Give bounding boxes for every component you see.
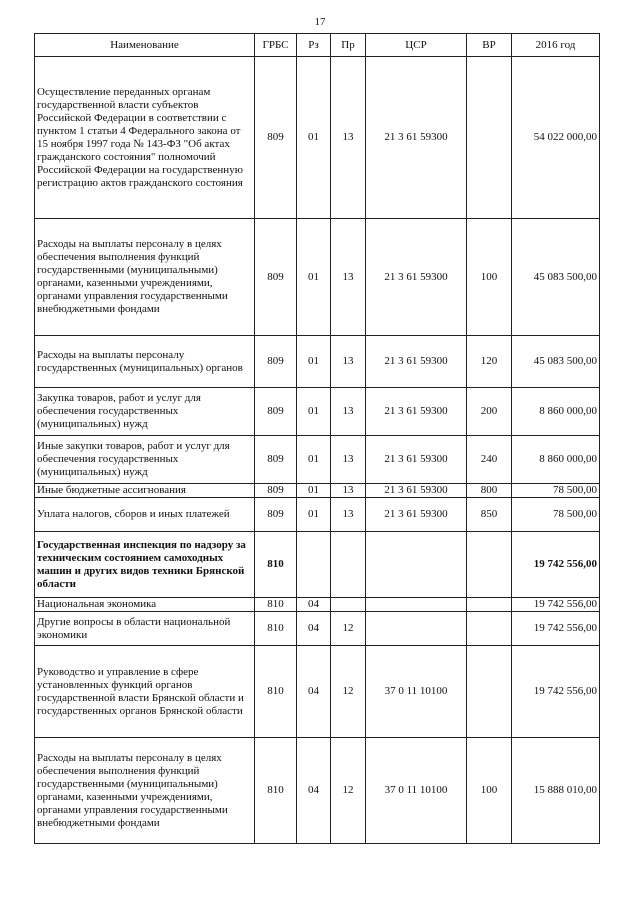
budget-table [34, 33, 600, 844]
table-row [35, 388, 600, 436]
table-row [35, 336, 600, 388]
row-rz: 01 [297, 498, 331, 532]
table-row [35, 436, 600, 484]
row-name: Национальная экономика [35, 598, 255, 612]
row-pr: 12 [331, 738, 366, 844]
table-row [35, 484, 600, 498]
table-row [35, 646, 600, 738]
row-grbs: 809 [255, 436, 297, 484]
row-name: Государственная инспекция по надзору за техническим состоянием самоходных машин и других видов техники Брянской области [35, 532, 255, 598]
row-grbs: 810 [255, 738, 297, 844]
row-pr: 12 [331, 612, 366, 646]
row-grbs: 809 [255, 57, 297, 219]
header-grbs: ГРБС [255, 34, 297, 57]
row-vr: 120 [467, 336, 512, 388]
row-vr: 100 [467, 219, 512, 336]
row-sum: 19 742 556,00 [512, 612, 600, 646]
row-vr: 200 [467, 388, 512, 436]
row-name: Иные закупки товаров, работ и услуг для обеспечения государственных (муниципальных) нужд [35, 436, 255, 484]
row-rz: 04 [297, 646, 331, 738]
table-row [35, 612, 600, 646]
row-sum: 8 860 000,00 [512, 388, 600, 436]
row-pr: 13 [331, 436, 366, 484]
row-csr: 21 3 61 59300 [366, 436, 467, 484]
table-row [35, 498, 600, 532]
row-csr: 21 3 61 59300 [366, 336, 467, 388]
row-rz: 01 [297, 219, 331, 336]
row-name: Расходы на выплаты персоналу в целях обеспечения выполнения функций государственными (муниципальными) органами, казенными учреждениями, органами управления государственными внебюджетными фондами [35, 738, 255, 844]
row-pr: 12 [331, 646, 366, 738]
row-sum: 45 083 500,00 [512, 336, 600, 388]
table-row-section [35, 532, 600, 598]
row-grbs: 810 [255, 532, 297, 598]
header-pr: Пр [331, 34, 366, 57]
row-sum: 54 022 000,00 [512, 57, 600, 219]
row-sum: 45 083 500,00 [512, 219, 600, 336]
row-pr: 13 [331, 388, 366, 436]
page-number: 17 [314, 16, 326, 28]
row-vr [467, 612, 512, 646]
table-header-row [35, 34, 600, 57]
header-year: 2016 год [512, 34, 600, 57]
row-grbs: 809 [255, 336, 297, 388]
row-sum: 19 742 556,00 [512, 598, 600, 612]
row-pr: 13 [331, 498, 366, 532]
row-rz: 04 [297, 612, 331, 646]
table-row [35, 57, 600, 219]
row-vr: 100 [467, 738, 512, 844]
row-rz: 01 [297, 436, 331, 484]
row-rz: 01 [297, 388, 331, 436]
row-vr: 850 [467, 498, 512, 532]
row-vr [467, 532, 512, 598]
row-grbs: 809 [255, 219, 297, 336]
row-grbs: 809 [255, 484, 297, 498]
row-name: Расходы на выплаты персоналу в целях обеспечения выполнения функций государственными (муниципальными) органами, казенными учреждениями, органами управления государственными внебюджетными фондами [35, 219, 255, 336]
row-pr: 13 [331, 219, 366, 336]
row-csr: 21 3 61 59300 [366, 388, 467, 436]
row-csr: 21 3 61 59300 [366, 219, 467, 336]
header-rz: Рз [297, 34, 331, 57]
row-csr: 21 3 61 59300 [366, 57, 467, 219]
row-name: Расходы на выплаты персоналу государственных (муниципальных) органов [35, 336, 255, 388]
row-pr: 13 [331, 484, 366, 498]
row-sum: 19 742 556,00 [512, 532, 600, 598]
header-vr: ВР [467, 34, 512, 57]
row-csr: 21 3 61 59300 [366, 484, 467, 498]
row-pr: 13 [331, 336, 366, 388]
table-row [35, 598, 600, 612]
row-rz: 04 [297, 738, 331, 844]
row-rz: 01 [297, 336, 331, 388]
table-row [35, 738, 600, 844]
header-name: Наименование [35, 34, 255, 57]
row-grbs: 810 [255, 598, 297, 612]
row-name: Другие вопросы в области национальной экономики [35, 612, 255, 646]
row-sum: 8 860 000,00 [512, 436, 600, 484]
row-csr: 37 0 11 10100 [366, 738, 467, 844]
row-csr: 37 0 11 10100 [366, 646, 467, 738]
row-sum: 78 500,00 [512, 484, 600, 498]
row-vr [467, 598, 512, 612]
row-vr: 240 [467, 436, 512, 484]
row-sum: 78 500,00 [512, 498, 600, 532]
row-grbs: 810 [255, 646, 297, 738]
row-rz: 01 [297, 57, 331, 219]
table-row [35, 219, 600, 336]
row-name: Руководство и управление в сфере установленных функций органов государственной власти Брянской области и государственных органов Брянской области [35, 646, 255, 738]
row-vr: 800 [467, 484, 512, 498]
row-csr [366, 598, 467, 612]
row-grbs: 809 [255, 388, 297, 436]
row-name: Закупка товаров, работ и услуг для обеспечения государственных (муниципальных) нужд [35, 388, 255, 436]
row-pr [331, 532, 366, 598]
row-pr [331, 598, 366, 612]
row-name: Осуществление переданных органам государственной власти субъектов Российской Федерации в соответствии с пунктом 1 статьи 4 Федерального закона от 15 ноября 1997 года № 143-ФЗ "Об актах гражданского состояния" полномочий Российской Федерации на государственную регистрацию актов гражданского состояния [35, 57, 255, 219]
row-pr: 13 [331, 57, 366, 219]
row-rz [297, 532, 331, 598]
row-sum: 19 742 556,00 [512, 646, 600, 738]
header-csr: ЦСР [366, 34, 467, 57]
row-rz: 04 [297, 598, 331, 612]
row-grbs: 809 [255, 498, 297, 532]
row-name: Иные бюджетные ассигнования [35, 484, 255, 498]
row-csr [366, 532, 467, 598]
row-csr [366, 612, 467, 646]
row-rz: 01 [297, 484, 331, 498]
row-sum: 15 888 010,00 [512, 738, 600, 844]
row-grbs: 810 [255, 612, 297, 646]
row-csr: 21 3 61 59300 [366, 498, 467, 532]
row-name: Уплата налогов, сборов и иных платежей [35, 498, 255, 532]
row-vr [467, 57, 512, 219]
row-vr [467, 646, 512, 738]
